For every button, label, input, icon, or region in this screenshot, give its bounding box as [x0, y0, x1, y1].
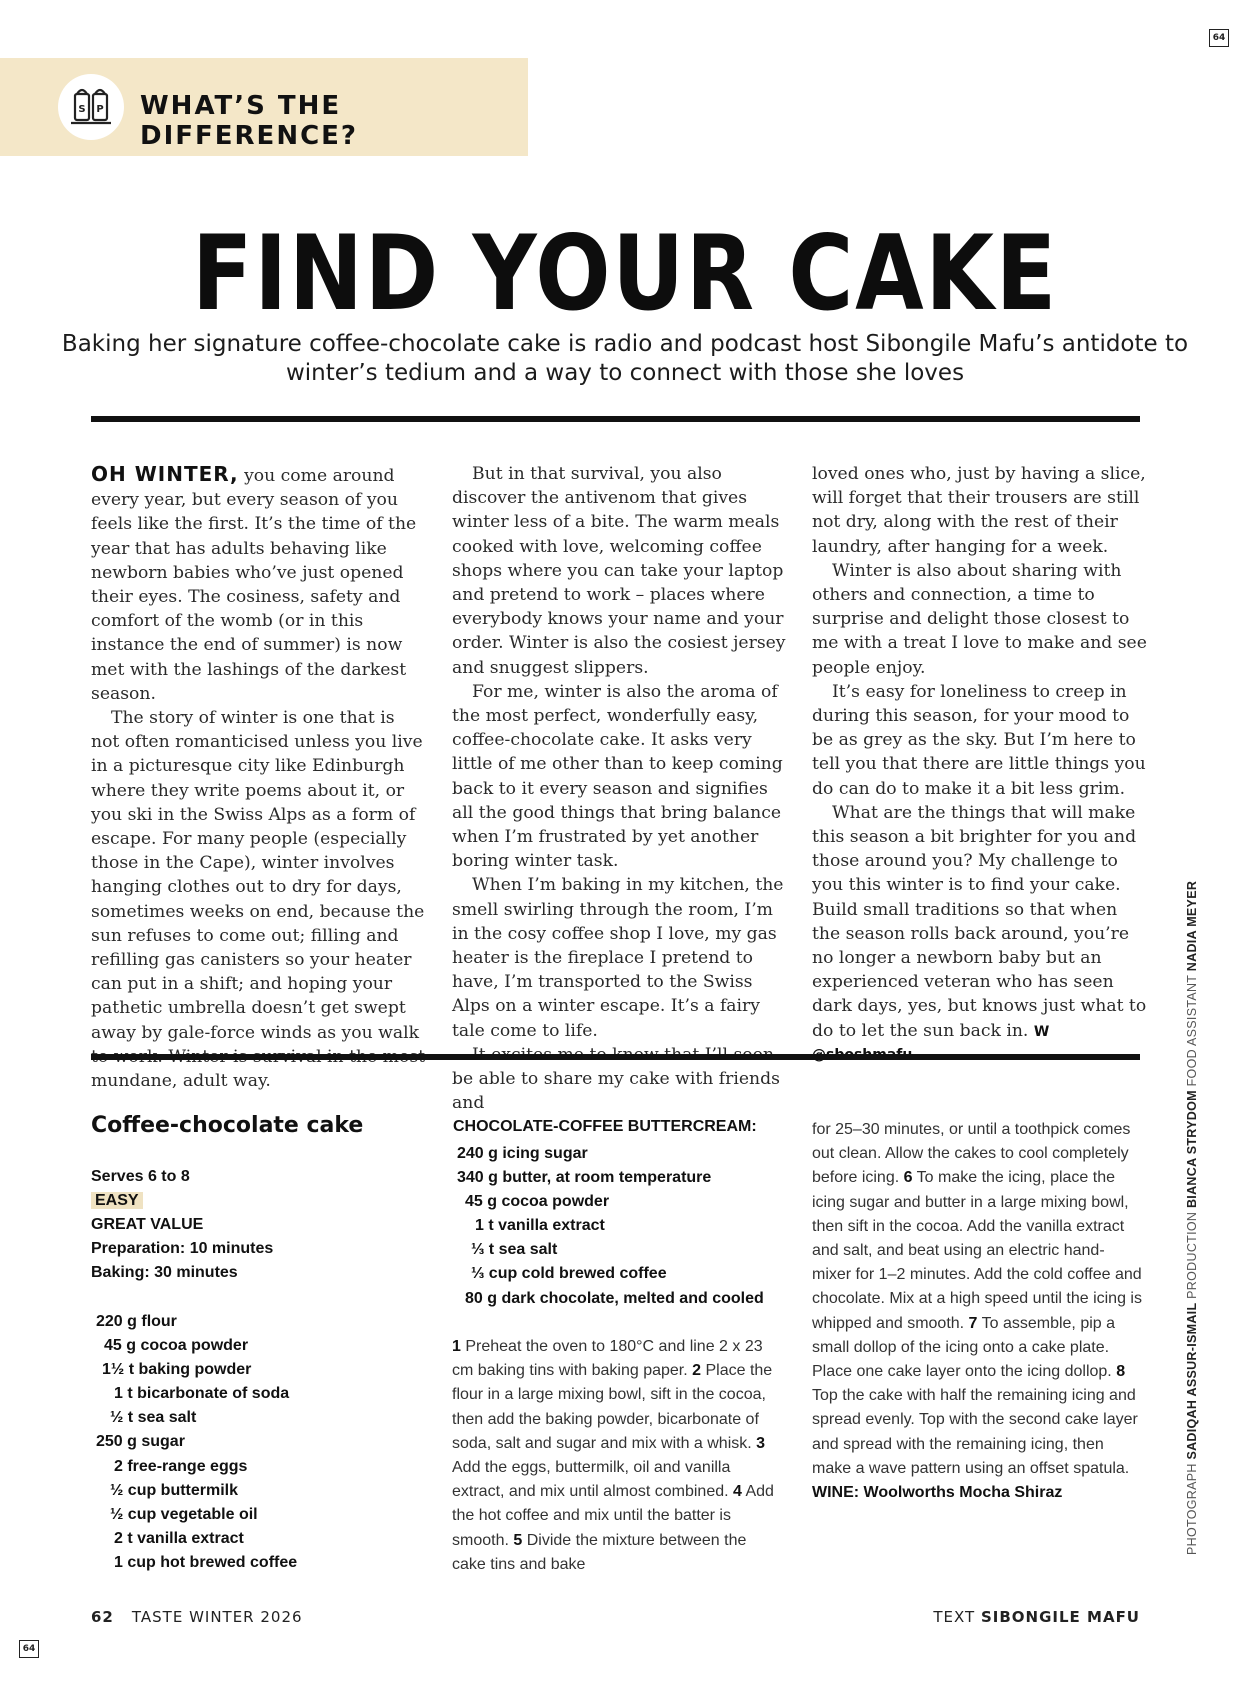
step-number: 5 — [513, 1531, 523, 1549]
ingredient-item: 240 g icing sugar — [457, 1145, 588, 1162]
headline: FIND YOUR CAKE — [191, 214, 1059, 334]
method-step-text: To make the icing, place the icing sugar and butter in a large mixing bowl, then sift in the cocoa. Add the vanilla extract and salt, and beat using an electric hand-mixer for 1–2 minutes. Add the cold coffee and chocolate. Mix at a high speed until the icing is whipped and smooth. — [812, 1169, 1142, 1332]
ingredient-item: 45 g cocoa powder — [104, 1337, 249, 1355]
top-divider — [91, 416, 1140, 422]
step-number: 7 — [968, 1314, 978, 1332]
method-step-text: Top the cake with half the remaining icing and spread evenly. Top with the second cake layer and spread with the remaining icing, then make a wave pattern using an offset spatula. — [812, 1387, 1138, 1477]
end-mark: W — [1033, 1023, 1050, 1040]
article-paragraph: The story of winter is one that is not often romanticised unless you live in a picturesque city like Edinburgh where they write poems about it, or you ski in the Swiss Alps as a form of escape. For many people (especially those in the Cape), winter involves hanging clothes out to dry for days, sometimes weeks on end, because the sun refuses to come out; filling and refilling gas canisters so your heater can put in a shift; and hoping your pathetic umbrella doesn’t get swept away by gale-force winds as you walk mundane, adult way. — [91, 708, 425, 1092]
page-badge-bottom: 64 — [19, 1640, 39, 1658]
svg-text:P: P — [96, 104, 104, 115]
method-column-1 — [452, 1335, 782, 1577]
ingredient-item: ½ t sea salt — [110, 1409, 197, 1427]
article-paragraph: Winter is also about sharing with others and connection, a time to surprise and delight those closest to me with a treat I love to make and see people enjoy. — [812, 560, 1147, 678]
recipe-divider — [91, 1054, 1140, 1060]
buttercream-heading: CHOCOLATE-COFFEE BUTTERCREAM: — [453, 1118, 757, 1135]
method-step-text: Add the eggs, buttermilk, oil and vanilla extract, and mix until almost combined. — [452, 1459, 734, 1501]
svg-text:S: S — [78, 104, 86, 115]
section-banner — [0, 58, 528, 156]
ingredient-item: ½ cup vegetable oil — [110, 1505, 258, 1523]
ingredient-item: ½ cup buttermilk — [110, 1481, 239, 1499]
publication-name: TASTE WINTER 2026 — [131, 1608, 303, 1626]
method-step-text: Place the flour in a large mixing bowl, sift in the cocoa, then add the baking powder, bicarbonate of soda, salt and sugar and mix with a whisk. — [452, 1362, 773, 1452]
section-label: WHAT’S THE DIFFERENCE? — [140, 91, 359, 151]
method-step-text: Preheat the oven to 180°C and line 2 x 23 cm baking tins with baking paper. — [452, 1338, 763, 1380]
salt-and-pepper-shakers-icon — [58, 74, 124, 140]
folio — [91, 1608, 303, 1626]
method-step-text: Divide the mixture between the cake tins and bake — [452, 1531, 747, 1573]
article-paragraph: What are the things that will make this season a bit brighter for you and those around you? My challenge to you this winter is to find your cake. Build small traditions so that when the season rolls back around, you’re no longer a newborn baby but an experienced veteran who has seen dark days, yes, but knows just what to do to let the sun back in. W — [812, 802, 1147, 1041]
method-step-text: To assemble, pip a small dollop of the icing onto a cake plate. Place one cake layer onto the icing dollop. — [812, 1314, 1117, 1381]
byline: TEXT SIBONGILE MAFU — [933, 1608, 1140, 1626]
method-step-text: for 25–30 minutes, or until a toothpick comes out clean. Allow the cakes to cool completely before icing. — [812, 1121, 1131, 1187]
ingredient-item: 340 g butter, at room temperature — [457, 1169, 712, 1187]
page-number: 62 — [91, 1608, 114, 1626]
article-column-2 — [452, 462, 788, 1115]
recipe-meta — [91, 1165, 411, 1285]
ingredient-item: 2 free-range eggs — [114, 1457, 248, 1475]
step-number: 6 — [903, 1169, 913, 1187]
ingredient-item: 45 g cocoa powder — [465, 1193, 610, 1211]
standfirst: Baking her signature coffee-chocolate cake is radio and podcast host Sibongile Mafu’s antidote to winter’s tedium and a way to connect with those she loves — [61, 331, 1189, 386]
step-number: 8 — [1116, 1363, 1126, 1381]
ingredient-item: ⅓ cup cold brewed coffee — [471, 1265, 667, 1283]
article-paragraph: It’s easy for loneliness to creep in during this season, for your mood to be as grey as the sky. But I’m here to tell you that there are little things you do can do to make it a bit less grim. — [812, 681, 1146, 799]
photo-credits: PHOTOGRAPH SADIQAH ASSUR-ISMAIL PRODUCTION BIANCA STRYDOM FOOD ASSISTANT NADIA MEYER — [1185, 880, 1199, 1555]
ingredient-item: 2 t vanilla extract — [114, 1529, 244, 1547]
article-paragraph: loved ones who, just by having a slice, will forget that their trousers are still not dry, along with the rest of their laundry, after hanging for a week. — [812, 464, 1146, 557]
cake-ingredients — [96, 1310, 426, 1575]
ingredient-item: 1 t bicarbonate of soda — [114, 1385, 290, 1403]
article-column-3 — [812, 462, 1148, 1063]
article-paragraph: But in that survival, you also discover the antivenom that gives winter less of a bite. The warm meals cooked with love, welcoming coffee shops where you can take your laptop and pretend to work – places where everybody knows your name and your order. Winter is also the cosiest jersey and snuggest slippers. — [452, 464, 786, 678]
ingredient-item: 1 cup hot brewed coffee — [114, 1553, 298, 1571]
ingredient-item: 1 t vanilla extract — [475, 1217, 605, 1235]
step-number: 1 — [452, 1338, 461, 1355]
article-column-1 — [91, 462, 427, 1093]
ingredient-item: 1½ t baking powder — [102, 1361, 252, 1379]
step-number: 3 — [756, 1434, 766, 1452]
lead-in: OH WINTER, — [91, 462, 239, 486]
article-paragraph: OH WINTER, you come around every year, but every season of you feels like the first. It’s the time of the year that has adults behaving like newborn babies who’ve just opened their eyes. The cosiness, safety and comfort of the womb (or in this instance the end of summer) is now met with the lashings of the darkest season. — [91, 462, 417, 704]
ingredient-item: 250 g sugar — [96, 1433, 185, 1451]
article-paragraph: For me, winter is also the aroma of the most perfect, wonderfully easy, coffee-chocolate cake. It asks very little of me other than to keep coming back to it every season and signifies all the good things that bring balance when I’m frustrated by yet another boring winter task. — [452, 681, 783, 872]
buttercream-ingredients — [457, 1142, 787, 1311]
step-number: 4 — [733, 1483, 742, 1501]
byline-name: SIBONGILE MAFU — [980, 1608, 1140, 1626]
recipe-serves: Serves 6 to 8 — [91, 1168, 190, 1185]
ingredient-item: 80 g dark chocolate, melted and cooled — [465, 1289, 764, 1307]
article-paragraph: be able to share my cake with friends and — [452, 1069, 780, 1114]
wine-pairing: WINE: Woolworths Mocha Shiraz — [812, 1484, 1063, 1502]
preparation-time: Preparation: 10 minutes — [91, 1240, 274, 1257]
difficulty-tag: EASY — [91, 1192, 143, 1209]
baking-time: Baking: 30 minutes — [91, 1264, 238, 1281]
method-step-text: Add the hot coffee and mix until the batter is smooth. — [452, 1483, 774, 1549]
method-column-2 — [812, 1118, 1142, 1505]
article-paragraph: When I’m baking in my kitchen, the smell swirling through the room, I’m in the cosy coffee shop I love, my gas heater is the fireplace I pretend to have, I’m transported to the Swiss Alps on a winter escape. It’s a fairy tale come to life. — [452, 875, 784, 1041]
page-badge-top: 64 — [1209, 29, 1229, 47]
value-tag: GREAT VALUE — [91, 1216, 204, 1233]
step-number: 2 — [692, 1362, 702, 1380]
ingredient-item: 220 g flour — [96, 1313, 177, 1330]
recipe-title: Coffee-chocolate cake — [91, 1113, 364, 1138]
ingredient-item: ⅓ t sea salt — [471, 1241, 558, 1259]
